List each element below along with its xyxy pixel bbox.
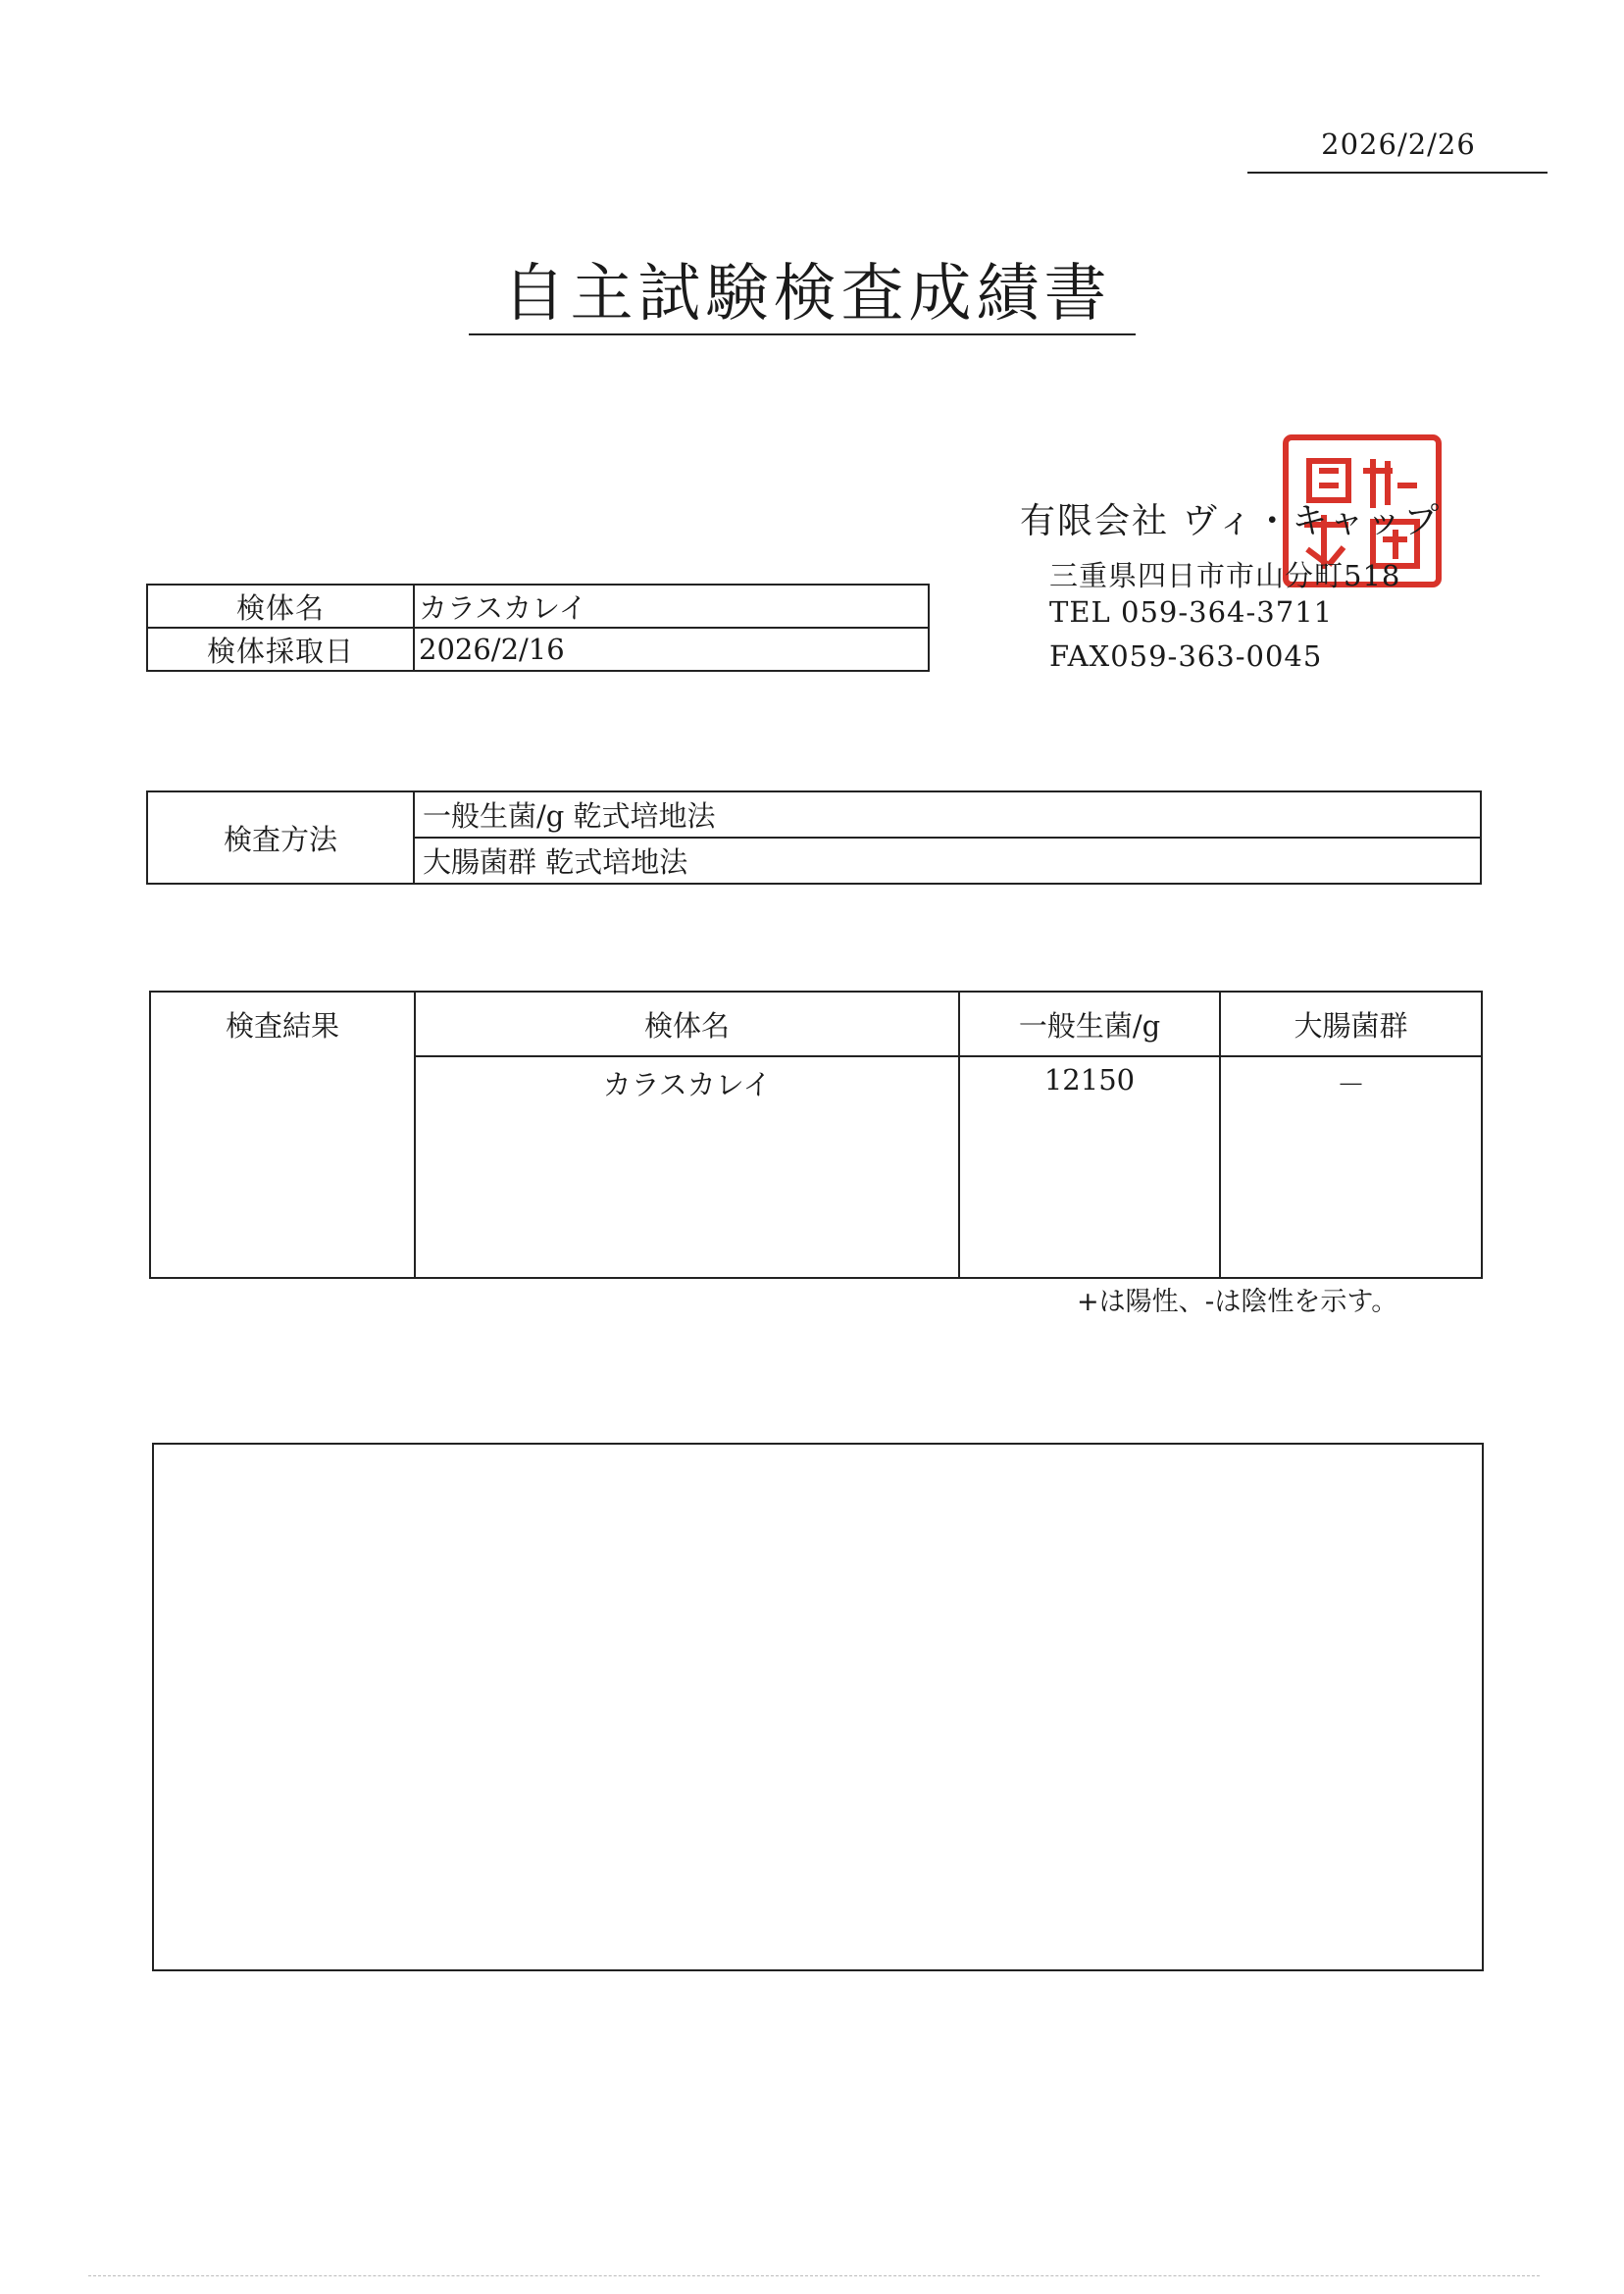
results-table bbox=[149, 991, 1483, 1279]
result-coliform: － bbox=[1220, 1056, 1482, 1278]
table-row bbox=[147, 585, 929, 628]
column-header-general-bacteria: 一般生菌/g bbox=[959, 992, 1220, 1056]
remarks-box bbox=[152, 1443, 1484, 1971]
table-row bbox=[147, 791, 1481, 838]
company-fax: FAX059-363-0045 bbox=[1049, 639, 1323, 673]
result-general-bacteria: 12150 bbox=[959, 1056, 1220, 1278]
sample-name-value: カラスカレイ bbox=[414, 585, 929, 628]
company-name: 有限会社 ヴィ・キャップ bbox=[1020, 501, 1442, 541]
sample-date-value: 2026/2/16 bbox=[414, 628, 929, 671]
result-sample-name: カラスカレイ bbox=[415, 1056, 959, 1278]
method-row: 大腸菌群 乾式培地法 bbox=[414, 838, 1481, 884]
column-header-sample-name: 検体名 bbox=[415, 992, 959, 1056]
sample-name-label: 検体名 bbox=[147, 585, 414, 628]
title-underline bbox=[469, 333, 1136, 335]
results-label: 検査結果 bbox=[150, 992, 415, 1278]
method-label: 検査方法 bbox=[147, 791, 414, 884]
result-legend-note: +は陽性、-は陰性を示す。 bbox=[1077, 1287, 1398, 1317]
table-header-row bbox=[150, 992, 1482, 1056]
company-address: 三重県四日市市山分町518 bbox=[1049, 559, 1401, 592]
table-row bbox=[147, 628, 929, 671]
document-title: 自主試験検査成績書 bbox=[502, 258, 1112, 331]
method-table bbox=[146, 790, 1482, 885]
company-tel: TEL 059-364-3711 bbox=[1049, 595, 1334, 629]
column-header-coliform: 大腸菌群 bbox=[1220, 992, 1482, 1056]
date-underline bbox=[1247, 172, 1548, 174]
page-bottom-divider bbox=[88, 2275, 1540, 2276]
sample-date-label: 検体採取日 bbox=[147, 628, 414, 671]
method-row: 一般生菌/g 乾式培地法 bbox=[414, 791, 1481, 838]
sample-info-table bbox=[146, 584, 930, 672]
report-date: 2026/2/26 bbox=[1321, 127, 1476, 161]
